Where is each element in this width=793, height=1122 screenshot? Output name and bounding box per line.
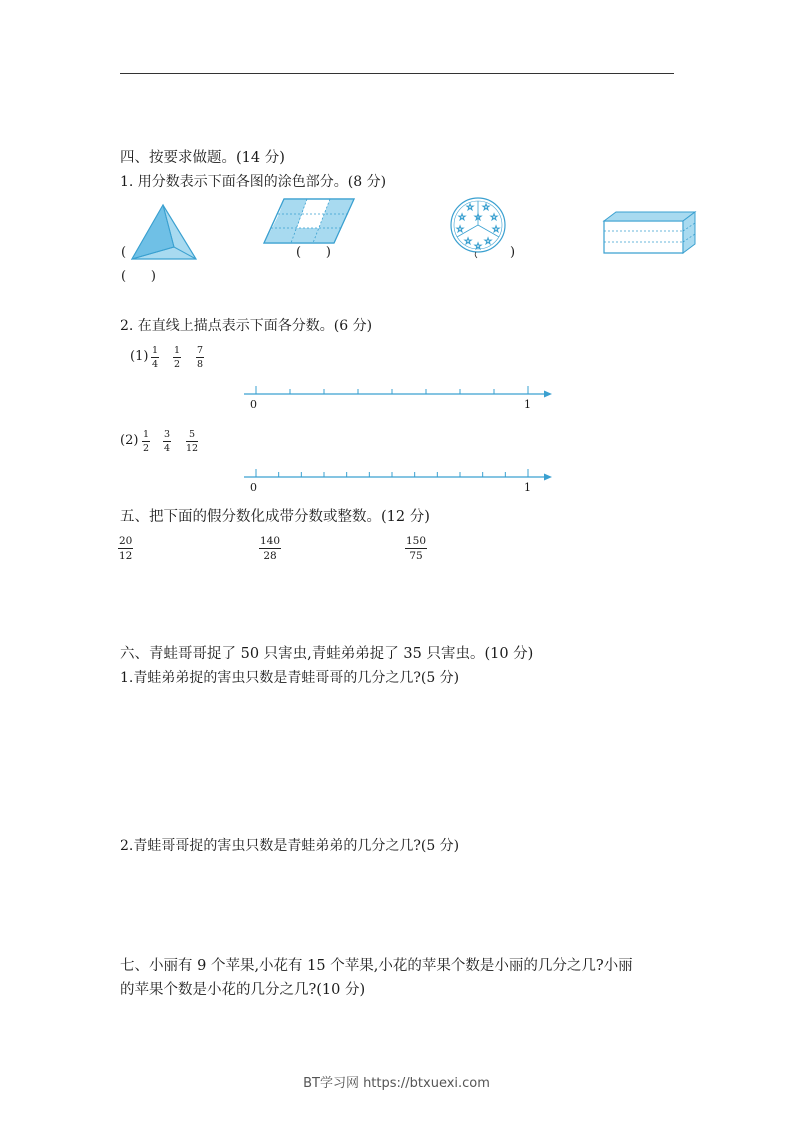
number-line-1-end-label: 1 bbox=[524, 398, 531, 411]
cuboid-figure bbox=[604, 211, 696, 255]
header-rule bbox=[120, 73, 674, 74]
line2-fraction: 5 12 bbox=[186, 429, 199, 454]
svg-text:☆: ☆ bbox=[465, 203, 475, 213]
star-circle-figure bbox=[448, 196, 512, 256]
svg-text:☆: ☆ bbox=[463, 237, 473, 247]
section4-q2: 2. 在直线上描点表示下面各分数。(6 分) bbox=[120, 318, 373, 334]
answer-blank-2[interactable]: ( ) bbox=[296, 245, 331, 260]
section4-title: 四、按要求做题。(14 分) bbox=[120, 150, 285, 166]
line2-prefix: (2) bbox=[120, 433, 139, 448]
line2-fraction: 1 2 bbox=[143, 429, 150, 454]
section5-title: 五、把下面的假分数化成带分数或整数。(12 分) bbox=[120, 509, 430, 525]
improper-fraction: 140 28 bbox=[260, 535, 281, 562]
improper-fraction: 20 12 bbox=[119, 535, 133, 562]
section6-title: 六、青蛙哥哥捉了 50 只害虫,青蛙弟弟捉了 35 只害虫。(10 分) bbox=[120, 646, 534, 662]
number-line-2-end-label: 1 bbox=[524, 481, 531, 494]
svg-text:☆: ☆ bbox=[457, 213, 467, 223]
number-line-2-start-label: 0 bbox=[250, 481, 257, 494]
number-line-1[interactable] bbox=[244, 384, 554, 400]
footer-watermark: BT学习网 https://btxuexi.com bbox=[303, 1076, 490, 1091]
svg-text:☆: ☆ bbox=[473, 242, 483, 252]
number-line-arrow bbox=[544, 474, 552, 481]
svg-text:☆: ☆ bbox=[481, 203, 491, 213]
number-line-2[interactable] bbox=[244, 467, 554, 483]
svg-text:☆: ☆ bbox=[491, 225, 501, 235]
line1-fraction: 1 2 bbox=[174, 345, 181, 370]
section7-line1: 七、小丽有 9 个苹果,小花有 15 个苹果,小花的苹果个数是小丽的几分之几?小丽 bbox=[120, 958, 633, 974]
line1-fraction: 7 8 bbox=[197, 345, 204, 370]
number-line-1-start-label: 0 bbox=[250, 398, 257, 411]
section6-q1: 1.青蛙弟弟捉的害虫只数是青蛙哥哥的几分之几?(5 分) bbox=[120, 670, 460, 686]
svg-text:☆: ☆ bbox=[483, 237, 493, 247]
answer-blank-3[interactable]: ) bbox=[510, 245, 516, 260]
section4-q1: 1. 用分数表示下面各图的涂色部分。(8 分) bbox=[120, 174, 387, 190]
parallelogram-grid-figure bbox=[264, 197, 356, 247]
section6-q2: 2.青蛙哥哥捉的害虫只数是青蛙弟弟的几分之几?(5 分) bbox=[120, 838, 460, 854]
section7-line2: 的苹果个数是小花的几分之几?(10 分) bbox=[120, 982, 366, 998]
pyramid-figure bbox=[130, 203, 200, 263]
svg-text:☆: ☆ bbox=[455, 225, 465, 235]
svg-text:☆: ☆ bbox=[473, 213, 483, 223]
answer-blank-1[interactable]: ( bbox=[121, 245, 127, 260]
line1-prefix: (1) bbox=[130, 349, 149, 364]
improper-fraction: 150 75 bbox=[406, 535, 427, 562]
number-line-arrow bbox=[544, 391, 552, 398]
svg-text:☆: ☆ bbox=[489, 213, 499, 223]
line2-fraction: 3 4 bbox=[164, 429, 171, 454]
answer-blank-4[interactable]: ( ) bbox=[121, 269, 156, 284]
line1-fraction: 1 4 bbox=[152, 345, 159, 370]
